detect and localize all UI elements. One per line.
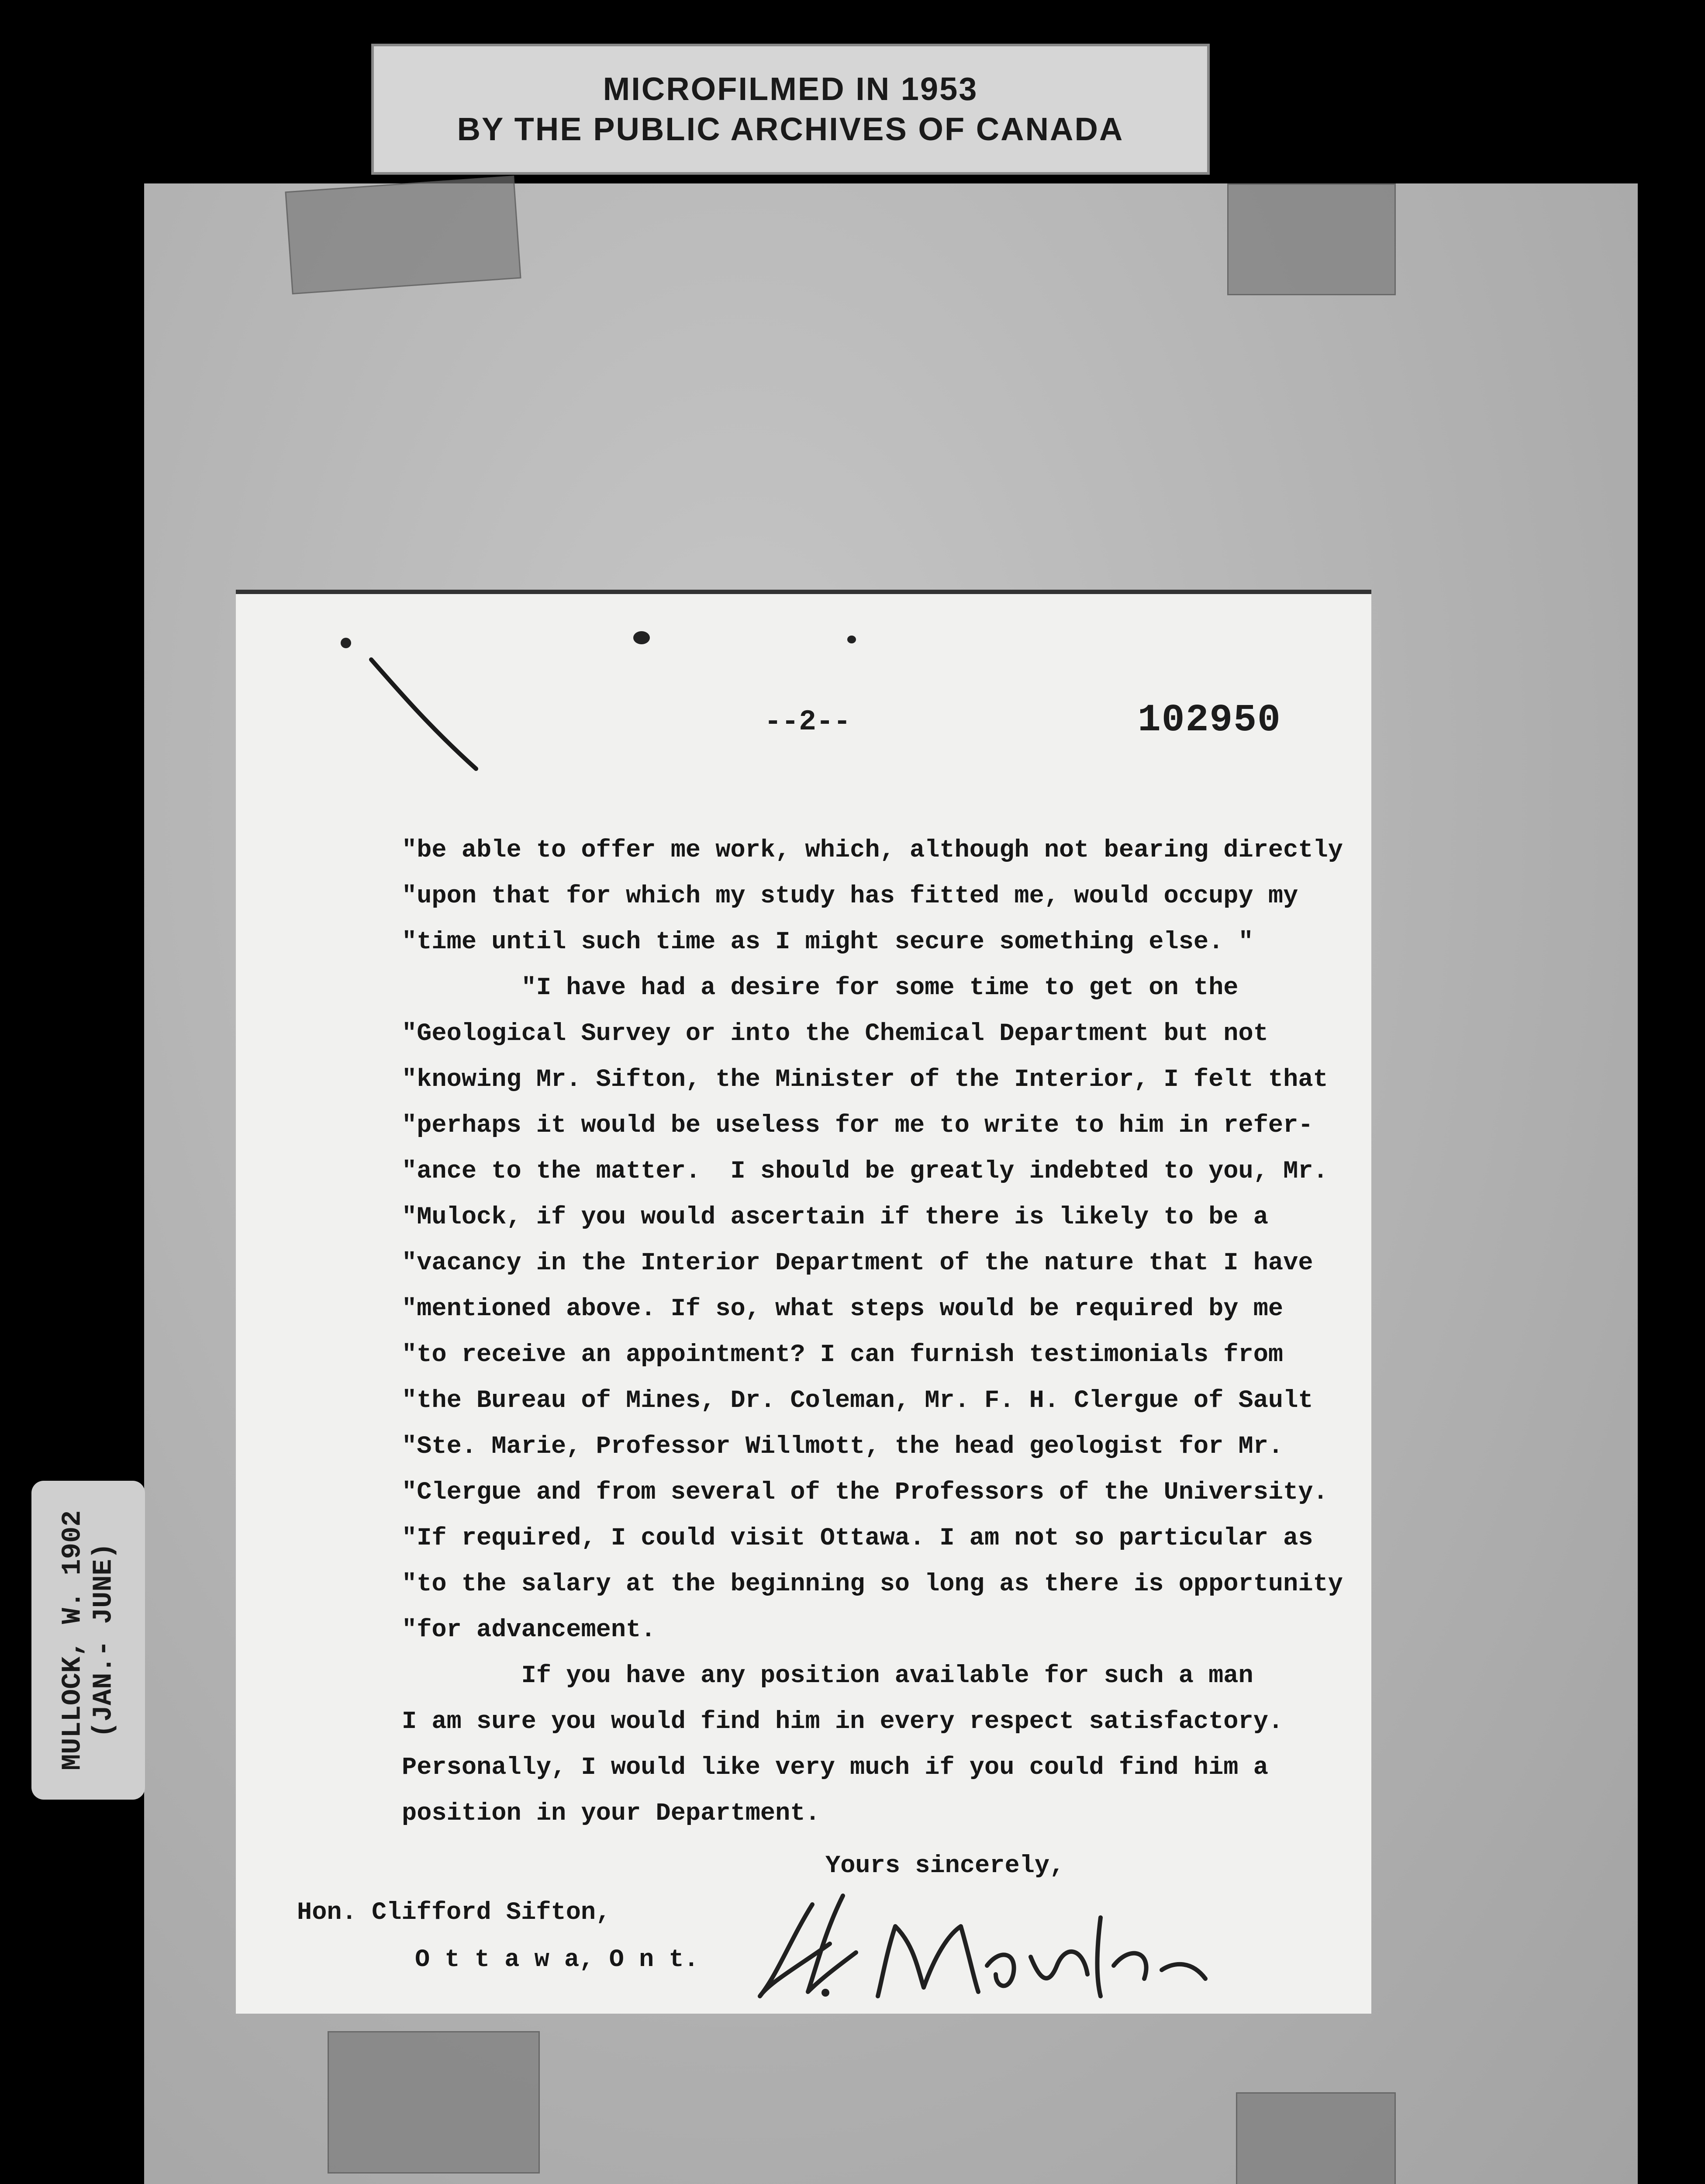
tape-bottom-left	[328, 2031, 540, 2174]
letter-line: If you have any position available for such a man	[402, 1662, 1253, 1690]
letter-line: Personally, I would like very much if you could find him a	[402, 1754, 1268, 1782]
letter-line: "to the salary at the beginning so long as there is opportunity	[402, 1570, 1343, 1598]
letter-line: "Ste. Marie, Professor Willmott, the head geologist for Mr.	[402, 1433, 1284, 1461]
letter-line: "mentioned above. If so, what steps would be required by me	[402, 1295, 1284, 1323]
closing-salutation: Yours sincerely,	[825, 1852, 1065, 1880]
letter-line: "ance to the matter. I should be greatly indebted to you, Mr.	[402, 1158, 1328, 1185]
letter-line: "perhaps it would be useless for me to write to him in refer-	[402, 1112, 1313, 1140]
letter-line: "Geological Survey or into the Chemical Department but not	[402, 1020, 1268, 1048]
letter-line: I am sure you would find him in every respect satisfactory.	[402, 1708, 1284, 1736]
ink-spot	[341, 638, 351, 648]
handwritten-signature	[751, 1878, 1275, 2005]
letter-line: "Clergue and from several of the Professors of the University.	[402, 1479, 1328, 1507]
letter-line: "be able to offer me work, which, although not bearing directly	[402, 836, 1343, 864]
letter-line: "I have had a desire for some time to get on the	[402, 974, 1239, 1002]
tape-top-left	[285, 176, 521, 294]
side-label-line-2: (JAN.- JUNE)	[88, 1542, 120, 1738]
header-line-1: MICROFILMED IN 1953	[603, 70, 978, 107]
tape-bottom-right	[1236, 2092, 1396, 2184]
side-file-label	[31, 1481, 145, 1800]
side-label-line-1: MULLOCK, W. 1902	[57, 1510, 88, 1770]
letter-line: "upon that for which my study has fitted me, would occupy my	[402, 882, 1298, 910]
addressee-place: O t t a w a, O n t.	[415, 1946, 699, 1974]
document-number: 102950	[1138, 699, 1281, 742]
letter-line: "knowing Mr. Sifton, the Minister of the Interior, I felt that	[402, 1066, 1328, 1094]
letter-line: position in your Department.	[402, 1800, 820, 1828]
pen-stroke-mark	[367, 651, 498, 782]
letter-page	[236, 590, 1371, 2014]
letter-line: "If required, I could visit Ottawa. I am not so particular as	[402, 1524, 1313, 1552]
letter-line: "the Bureau of Mines, Dr. Coleman, Mr. F. H. Clergue of Sault	[402, 1387, 1313, 1415]
letter-body	[402, 828, 1371, 1837]
addressee-block	[297, 1889, 699, 1984]
letter-line: "to receive an appointment? I can furnish testimonials from	[402, 1341, 1284, 1369]
ink-spot	[633, 631, 650, 644]
ink-spot	[847, 636, 856, 643]
addressee-name: Hon. Clifford Sifton,	[297, 1899, 611, 1927]
page-number: --2--	[764, 705, 851, 738]
letter-line: "for advancement.	[402, 1616, 656, 1644]
letter-line: "time until such time as I might secure something else. "	[402, 928, 1253, 956]
header-line-2: BY THE PUBLIC ARCHIVES OF CANADA	[457, 111, 1124, 147]
tape-top-right	[1227, 183, 1396, 295]
microfilm-header-label	[371, 44, 1210, 175]
letter-line: "vacancy in the Interior Department of the nature that I have	[402, 1249, 1313, 1277]
letter-line: "Mulock, if you would ascertain if there is likely to be a	[402, 1203, 1268, 1231]
